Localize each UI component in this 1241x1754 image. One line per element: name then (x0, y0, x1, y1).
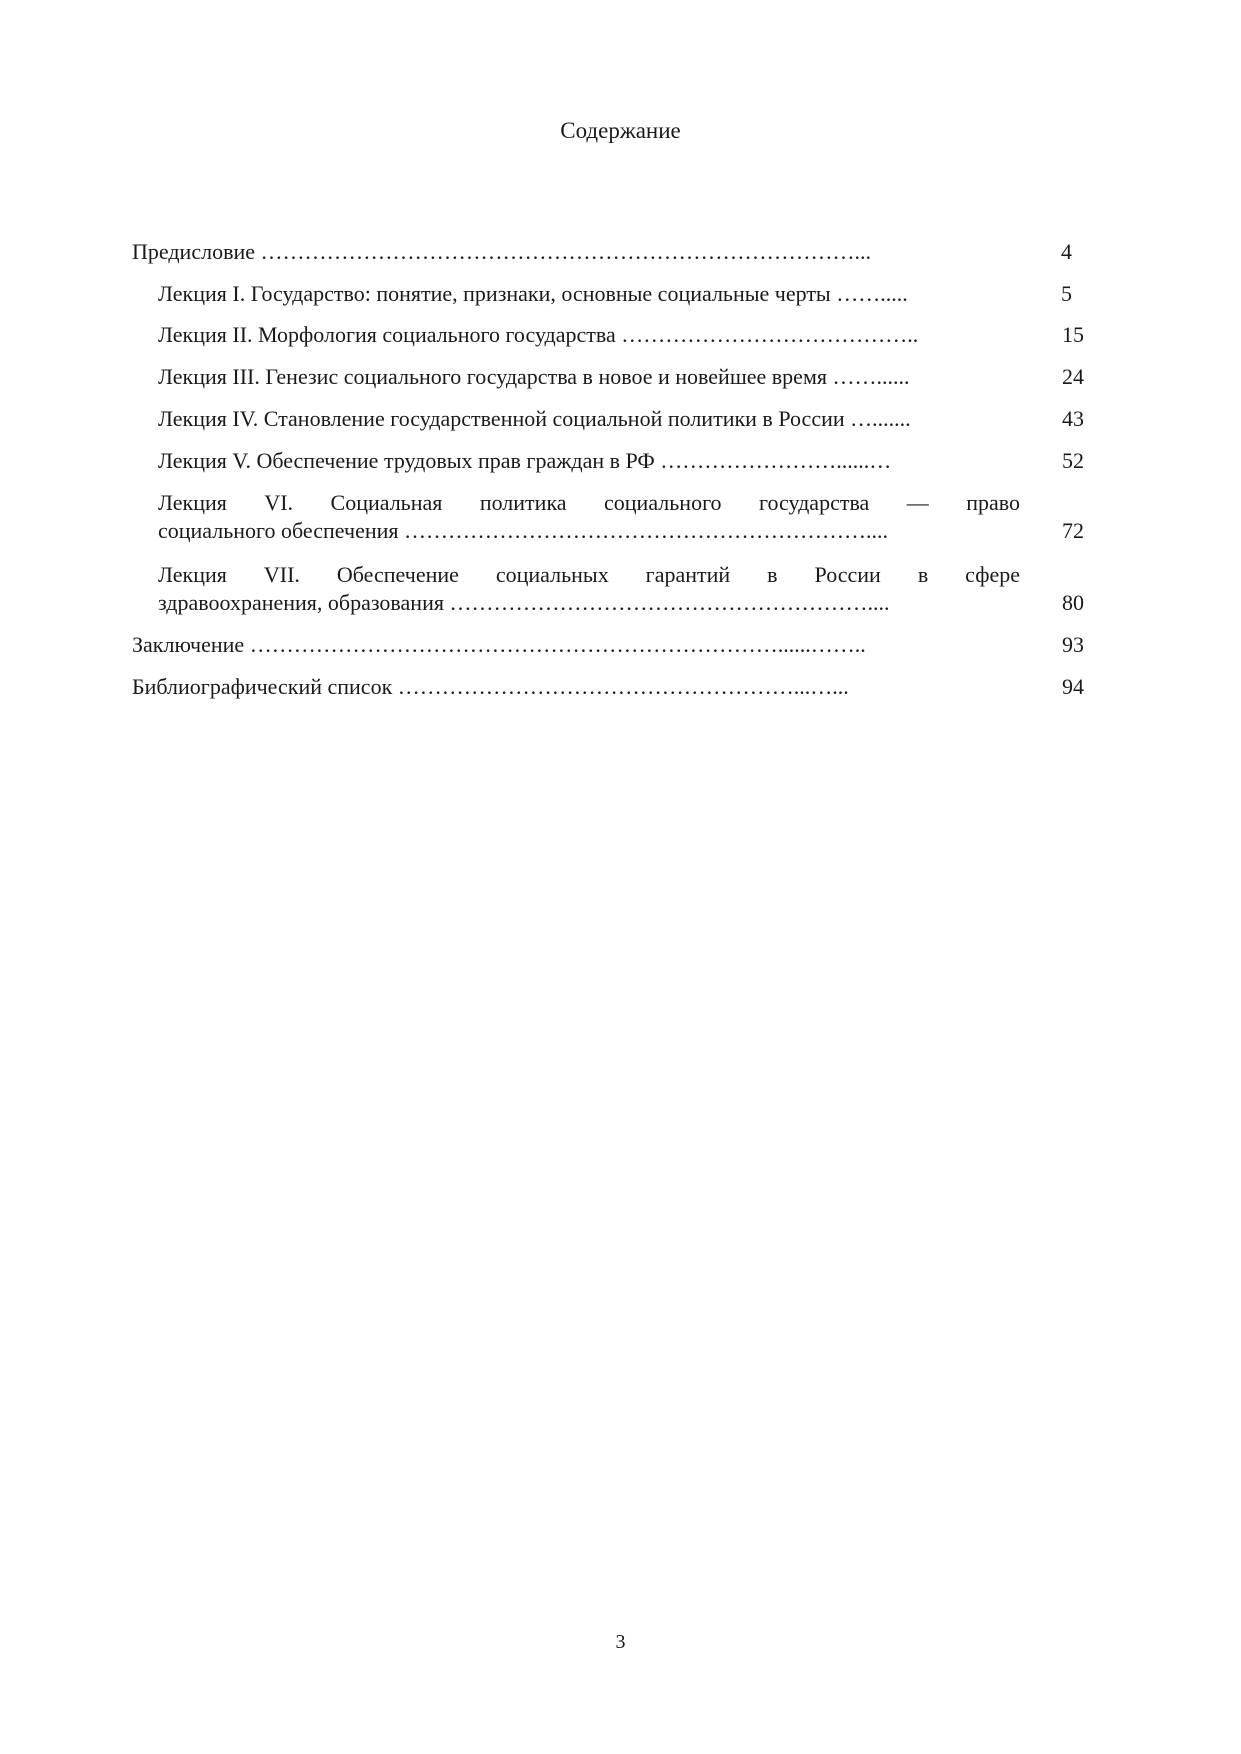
toc-entry-lecture-7[interactable] (158, 561, 1020, 617)
toc-entry-text: Библиографический список ………………………………………………...…... (132, 674, 849, 699)
toc-entry-text-line1: Лекция VI. Социальная политика социального государства — право (158, 490, 1020, 515)
toc-entry-text: Лекция IV. Становление государственной социальной политики в России …....... (158, 406, 911, 431)
toc-entry-lecture-4[interactable] (158, 405, 1018, 433)
toc-page-number: 24 (1062, 364, 1084, 389)
page-number: 3 (615, 1631, 626, 1653)
toc-page-number: 93 (1062, 632, 1084, 657)
toc-entry-lecture-5[interactable] (158, 447, 1018, 475)
toc-page-number: 94 (1062, 674, 1084, 699)
toc-page-number: 52 (1062, 448, 1084, 473)
toc-page-number: 72 (1062, 518, 1084, 543)
toc-entry-text: Лекция II. Морфология социального государства ………………………………….. (158, 322, 919, 347)
toc-entry-text: Лекция III. Генезис социального государства в новое и новейшее время ……...... (158, 364, 910, 389)
toc-entry-text-line1: Лекция VII. Обеспечение социальных гарантий в России в сфере (158, 562, 1020, 587)
toc-entry-text-line2: здравоохранения, образования ………………………………………………….... (158, 590, 890, 615)
toc-page-number: 15 (1062, 322, 1084, 347)
toc-page-number: 4 (1061, 239, 1072, 264)
toc-entry-text-line2: социального обеспечения ……………………………………………………….... (158, 518, 888, 543)
toc-entry-text: Лекция I. Государство: понятие, признаки, основные социальные черты ……..... (158, 281, 908, 306)
page-title: Содержание (560, 118, 681, 143)
toc-entry-text: Заключение ………………………………………………………………......…….. (132, 632, 866, 657)
toc-page-number: 80 (1062, 590, 1084, 615)
toc-entry-preface[interactable] (132, 238, 1032, 266)
toc-entry-lecture-2[interactable] (158, 321, 1018, 349)
toc-entry-bibliography[interactable] (132, 673, 1032, 701)
toc-page-number: 5 (1061, 281, 1072, 306)
toc-entry-conclusion[interactable] (132, 631, 1032, 659)
toc-entry-text: Лекция V. Обеспечение трудовых прав граждан в РФ ……………………......… (158, 448, 892, 473)
toc-entry-text: Предисловие ………………………………………………………………………... (132, 239, 871, 264)
toc-entry-lecture-6[interactable] (158, 489, 1020, 545)
toc-page-number: 43 (1062, 406, 1084, 431)
toc-entry-lecture-1[interactable] (158, 280, 1018, 308)
toc-entry-lecture-3[interactable] (158, 363, 1018, 391)
